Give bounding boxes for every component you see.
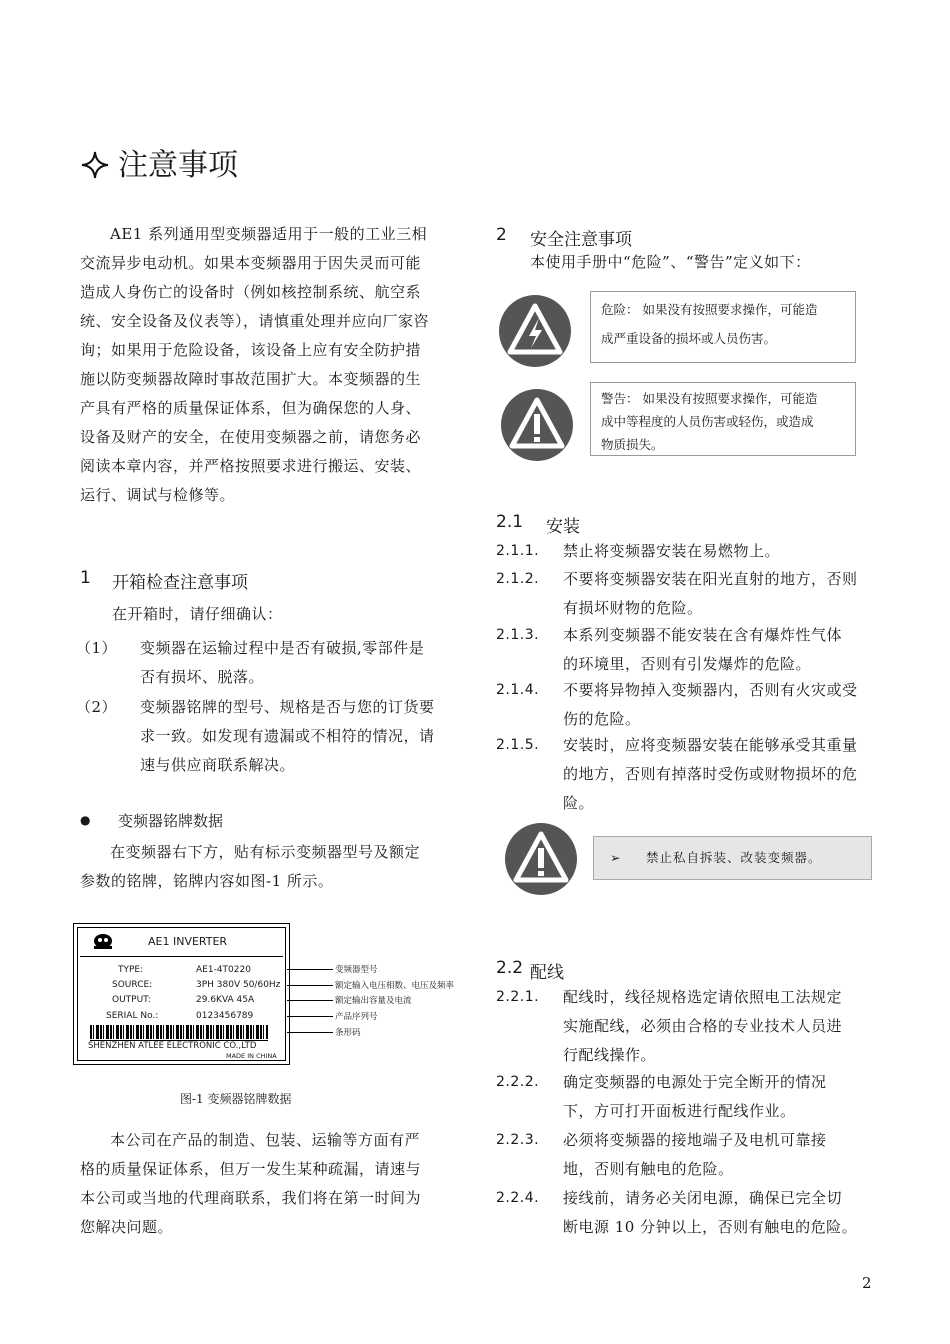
intro-line: 设备及财产的安全，在使用变频器之前，请您务必 [80,428,422,446]
intro-line: 运行、调试与检修等。 [80,486,236,504]
intro-line: 造成人身伤亡的设备时（例如核控制系统、航空系 [80,283,422,301]
list-line: 变频器在运输过程中是否有破损,零部件是 [140,639,425,657]
plate-value: 0123456789 [196,1011,254,1021]
danger-line: 成严重设备的损坏或人员伤害。 [601,331,777,346]
danger-box [590,291,856,363]
list-line: 求一致。如发现有遗漏或不相符的情况，请 [140,727,435,745]
intro-line: 施以防变频器故障时事故范围扩大。本变频器的生 [80,370,422,388]
item-number: 2.2.4. [496,1190,540,1206]
page-title: 注意事项 [118,148,238,183]
intro-line: 统、安全设备及仪表等），请慎重处理并应向厂家咨 [80,312,430,330]
list-line: 速与供应商联系解决。 [140,756,296,774]
item-line: 的环境里，否则有引发爆炸的危险。 [563,655,812,673]
made-in: MADE IN CHINA [226,1052,277,1060]
closing-line: 本公司或当地的代理商联系，我们将在第一时间为 [80,1189,422,1207]
install-note: 禁止私自拆装、改装变频器。 [646,850,822,865]
intro-line: 阅读本章内容，并严格按照要求进行搬运、安装、 [80,457,422,475]
intro-line: 交流异步电动机。如果本变频器用于因失灵而可能 [80,254,422,272]
item-number: 2.1.3. [496,627,540,643]
item-number: 2.1.5. [496,737,540,753]
item-number: 2.1.1. [496,543,540,559]
section-number: 2.2 [496,958,524,978]
plate-value: 3PH 380V 50/60Hz [196,980,281,990]
item-line: 地，否则有触电的危险。 [563,1160,734,1178]
section-1-heading [80,568,248,593]
high-voltage-warning-icon [498,294,572,368]
plate-label: TYPE: [118,965,144,975]
closing-line: 格的质量保证体系，但万一发生某种疏漏，请速与 [80,1160,422,1178]
item-line: 行配线操作。 [563,1046,657,1064]
item-line: 下，方可打开面板进行配线作业。 [563,1102,796,1120]
callout-type: 变频器型号 [335,965,378,975]
section-number: 2.1 [496,512,524,532]
list-marker: （2） [76,698,118,716]
note-marker: ➢ [610,850,621,865]
exclamation-warning-icon [504,822,578,896]
section-number: 1 [80,568,91,588]
section-title: 安全注意事项 [530,230,632,250]
section-2-heading [496,225,632,250]
section-title: 开箱检查注意事项 [112,573,248,593]
callout-output: 额定输出容量及电流 [335,996,412,1006]
list-item [76,634,460,692]
item-line: 实施配线，必须由合格的专业技术人员进 [563,1017,843,1035]
plate-value: 29.6KVA 45A [196,995,255,1005]
page-number: 2 [862,1274,872,1292]
plate-label: SERIAL No.: [106,1011,159,1021]
intro-line: 询；如果用于危险设备，该设备上应有安全防护措 [80,341,422,359]
item-line: 断电源 10 分钟以上，否则有触电的危险。 [563,1218,858,1236]
warning-line: 物质损失。 [601,437,664,452]
nameplate-header: AE1 INVERTER [148,935,228,948]
intro-line: 产具有严格的质量保证体系，但为确保您的人身、 [80,399,422,417]
nameplate-title: 变频器铭牌数据 [118,812,224,830]
plate-label: SOURCE: [112,980,153,990]
barcode [90,1025,268,1039]
diamond-sparkle-icon [80,150,110,180]
plate-value: AE1-4T0220 [196,965,251,975]
closing-line: 本公司在产品的制造、包装、运输等方面有严 [110,1131,421,1149]
warning-line: 成中等程度的人员伤害或轻伤，或造成 [601,414,814,429]
item-number: 2.2.2. [496,1074,540,1090]
item-line: 配线时，线径规格选定请依照电工法规定 [563,988,843,1006]
list-line: 否有损坏、脱落。 [140,668,265,686]
exclamation-warning-icon [500,388,574,462]
item-line: 不要将异物掉入变频器内，否则有火灾或受 [563,681,858,699]
item-line: 的地方，否则有掉落时受伤或财物损坏的危 [563,765,858,783]
item-line: 必须将变频器的接地端子及电机可靠接 [563,1131,827,1149]
intro-paragraph [80,220,460,510]
warning-box [590,382,856,456]
list-marker: （1） [76,639,118,657]
item-number: 2.1.2. [496,571,540,587]
item-line: 有损坏财物的危险。 [563,599,703,617]
company-logo-icon [92,932,114,950]
section-2-lead: 本使用手册中“危险”、“警告”定义如下： [530,253,811,271]
item-line: 不要将变频器安装在阳光直射的地方，否则 [563,570,858,588]
closing-paragraph [80,1126,460,1242]
install-note-box [593,836,872,880]
section-1-lead: 在开箱时，请仔细确认： [112,605,283,623]
list-line: 变频器铭牌的型号、规格是否与您的订货要 [140,698,435,716]
callout-barcode: 条形码 [335,1028,361,1038]
intro-line: AE1 系列通用型变频器适用于一般的工业三相 [110,225,428,243]
callout-source: 额定输入电压相数、电压及频率 [335,981,455,991]
list-item [76,693,460,780]
item-line: 确定变频器的电源处于完全断开的情况 [563,1073,827,1091]
section-number: 2 [496,225,507,245]
section-title: 配线 [530,963,564,983]
plate-label: OUTPUT: [112,995,151,1005]
item-number: 2.1.4. [496,682,540,698]
company-name: SHENZHEN ATLEE ELECTRONIC CO.,LTD [88,1041,257,1051]
item-line: 接线前，请务必关闭电源，确保已完全切 [563,1189,843,1207]
callout-serial: 产品序列号 [335,1012,378,1022]
item-number: 2.2.3. [496,1132,540,1148]
nameplate-description [80,838,460,896]
warning-line: 警告： 如果没有按照要求操作，可能造 [601,391,818,406]
section-title: 安装 [546,517,580,537]
desc-line: 在变频器右下方，贴有标示变频器型号及额定 [110,843,421,861]
danger-line: 危险： 如果没有按照要求操作，可能造 [601,302,818,317]
item-line: 伤的危险。 [563,710,641,728]
item-number: 2.2.1. [496,989,540,1005]
section-2-2-heading [496,958,564,983]
nameplate-figure [73,923,290,1065]
item-line: 本系列变频器不能安装在含有爆炸性气体 [563,626,843,644]
item-line: 禁止将变频器安装在易燃物上。 [563,542,781,560]
item-line: 安装时，应将变频器安装在能够承受其重量 [563,736,858,754]
item-line: 险。 [563,794,595,812]
section-2-1-heading [496,512,580,537]
bullet: ● [80,813,91,827]
figure-caption: 图-1 变频器铭牌数据 [180,1092,292,1106]
desc-line: 参数的铭牌，铭牌内容如图-1 所示。 [80,872,334,890]
closing-line: 您解决问题。 [80,1218,174,1236]
nameplate-heading [80,810,224,830]
